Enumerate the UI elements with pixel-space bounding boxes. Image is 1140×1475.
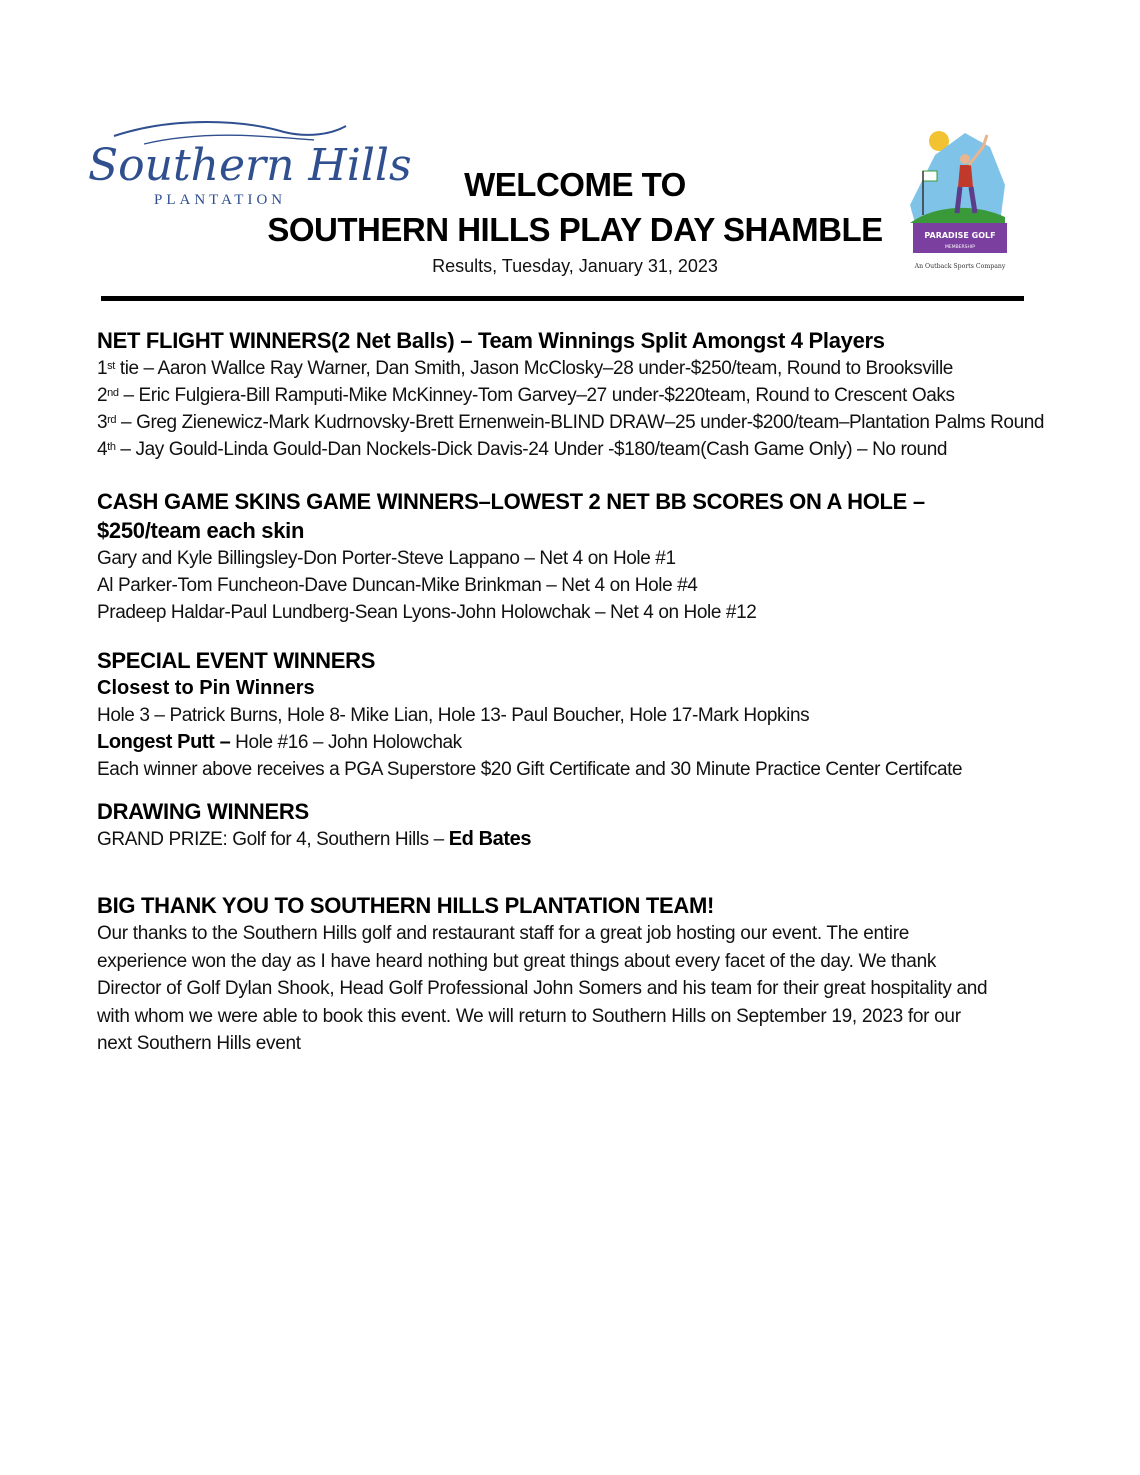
page-subtitle: Results, Tuesday, January 31, 2023: [432, 256, 718, 276]
grand-prize-winner: Ed Bates: [448, 828, 532, 850]
place-number: 3: [97, 412, 108, 433]
net-flight-section: [97, 326, 1045, 463]
net-flight-row: [97, 355, 1027, 382]
page-title-line1: WELCOME TO: [464, 166, 686, 203]
grand-prize-text: GRAND PRIZE: Golf for 4, Southern Hills –: [97, 829, 449, 850]
thanks-line: Director of Golf Dylan Shook, Head Golf Professional John Somers and his team for their great hospitality and: [97, 978, 988, 999]
net-flight-row: [97, 409, 1045, 436]
drawing-heading: DRAWING WINNERS: [97, 799, 309, 824]
page-title-line2: SOUTHERN HILLS PLAY DAY SHAMBLE: [267, 211, 883, 248]
thanks-line: Our thanks to the Southern Hills golf and restaurant staff for a great job hosting our event. The entire: [97, 923, 909, 944]
badge-text: PARADISE GOLF: [924, 231, 996, 240]
thanks-line: with whom we were able to book this event. We will return to Southern Hills on September 19, 2023 for our: [97, 1005, 961, 1027]
place-number: 2: [97, 385, 108, 406]
net-flight-heading: NET FLIGHT WINNERS(2 Net Balls) – Team Winnings Split Amongst 4 Players: [97, 328, 885, 353]
longest-putt-row: [97, 729, 1027, 756]
thanks-heading: BIG THANK YOU TO SOUTHERN HILLS PLANTATION TEAM!: [97, 893, 715, 918]
skins-section: [97, 487, 1027, 626]
special-events-section: [97, 646, 1027, 783]
skins-heading-line2: $250/team each skin: [97, 518, 305, 543]
grand-prize-row: [97, 826, 1027, 853]
thanks-line: next Southern Hills event: [97, 1033, 301, 1054]
place-suffix: rd: [107, 414, 117, 426]
skins-heading-line1: CASH GAME SKINS GAME WINNERS–LOWEST 2 NET BB SCORES ON A HOLE –: [97, 489, 925, 514]
thanks-section: [97, 891, 1027, 1058]
row-text: – Jay Gould-Linda Gould-Dan Nockels-Dick Davis-24 Under -$180/team(Cash Game Only) – No round: [115, 439, 948, 460]
ctp-winners: Hole 3 – Patrick Burns, Hole 8- Mike Lian, Hole 13- Paul Boucher, Hole 17-Mark Hopkins: [97, 705, 810, 726]
logo-tagline: An Outback Sports Company: [914, 263, 1006, 270]
badge-subtext: MEMBERSHIP: [945, 245, 975, 250]
place-suffix: st: [107, 360, 115, 372]
special-heading: SPECIAL EVENT WINNERS: [97, 648, 376, 673]
skins-row: Gary and Kyle Billingsley-Don Porter-Steve Lappano – Net 4 on Hole #1: [97, 548, 676, 569]
place-suffix: nd: [107, 387, 119, 399]
drawing-section: [97, 797, 1027, 853]
ctp-heading: Closest to Pin Winners: [97, 677, 315, 699]
logo-script-text: Southern Hills: [88, 140, 412, 191]
place-number: 1: [97, 358, 108, 379]
results-content: [97, 326, 1045, 1058]
row-text: tie – Aaron Wallce Ray Warner, Dan Smith, Jason McClosky–28 under-$250/team, Round to Brooksville: [114, 358, 953, 379]
row-text: – Eric Fulgiera-Bill Ramputi-Mike McKinney-Tom Garvey–27 under-$220team, Round to Crescent Oaks: [118, 385, 955, 406]
row-text: – Greg Zienewicz-Mark Kudrnovsky-Brett Ernenwein-BLIND DRAW–25 under-$200/team–Plantation Palms Round: [116, 412, 1045, 433]
longest-putt-winner: Hole #16 – John Holowchak: [230, 732, 462, 753]
skins-row: Pradeep Haldar-Paul Lundberg-Sean Lyons-John Holowchak – Net 4 on Hole #12: [97, 602, 757, 623]
place-suffix: th: [107, 441, 116, 453]
longest-putt-label: Longest Putt –: [97, 731, 231, 753]
place-number: 4: [97, 439, 108, 460]
header-divider: [101, 296, 1024, 301]
paradise-golf-logo: [905, 125, 1015, 275]
thanks-line: experience won the day as I have heard nothing but great things about every facet of the day. We thank: [97, 950, 937, 972]
prize-description: Each winner above receives a PGA Superstore $20 Gift Certificate and 30 Minute Practice Center Certifcate: [97, 759, 963, 780]
net-flight-row: [97, 382, 1027, 409]
net-flight-row: [97, 436, 1027, 463]
logo-caption: PLANTATION: [154, 192, 287, 208]
skins-row: Al Parker-Tom Funcheon-Dave Duncan-Mike Brinkman – Net 4 on Hole #4: [97, 575, 698, 596]
